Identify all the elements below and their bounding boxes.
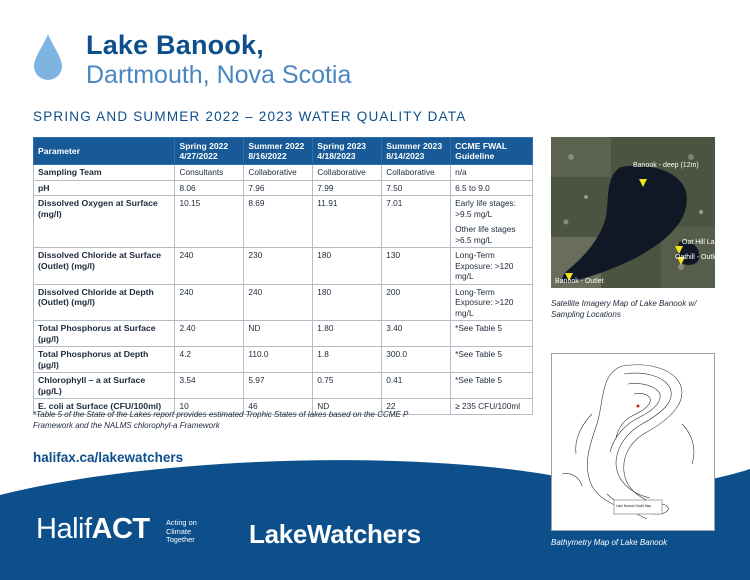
header-spring-2023: Spring 2023 4/18/2023 xyxy=(313,138,382,165)
label-banook-deep: Banook - deep (12m) xyxy=(633,162,699,169)
label-oat-hill-lake: Oat Hill Lak xyxy=(682,239,719,246)
header-ccme-guideline: CCME FWAL Guideline xyxy=(451,138,533,165)
value-cell: 130 xyxy=(382,248,451,285)
label-oathill-outlet: Oathill - Outlet xyxy=(675,254,720,261)
value-cell: 7.01 xyxy=(382,196,451,248)
value-cell: ND xyxy=(244,321,313,347)
halifact-logo xyxy=(36,513,150,546)
table-row xyxy=(34,180,533,196)
value-cell: 3.54 xyxy=(175,373,244,399)
bathymetry-map-caption: Bathymetry Map of Lake Banook xyxy=(551,538,668,547)
table-row xyxy=(34,165,533,181)
table-row xyxy=(34,248,533,285)
value-cell: 11.91 xyxy=(313,196,382,248)
table-footnote: *Table 5 of the State of the Lakes report provides estimated Trophic States of lakes based on the CCME P Framework and the NALMS chlorophyl-a Framework xyxy=(33,410,409,430)
bathymetry-inset-title: Lake Banook Depth Map xyxy=(616,504,652,508)
value-cell: 7.50 xyxy=(382,180,451,196)
website-link[interactable]: halifax.ca/lakewatchers xyxy=(33,450,184,465)
table-header-row xyxy=(34,138,533,165)
guideline-cell xyxy=(451,196,533,248)
guideline-cell: 6.5 to 9.0 xyxy=(451,180,533,196)
value-cell: Collaborative xyxy=(313,165,382,181)
table-row xyxy=(34,284,533,321)
value-cell: Consultants xyxy=(175,165,244,181)
param-cell: Chlorophyll – a at Surface (µg/L) xyxy=(34,373,175,399)
param-cell: E. coli at Surface (CFU/100ml) xyxy=(34,399,175,415)
guideline-cell: *See Table 5 xyxy=(451,321,533,347)
value-cell: 240 xyxy=(175,248,244,285)
value-cell: 5.97 xyxy=(244,373,313,399)
value-cell: Collaborative xyxy=(244,165,313,181)
value-cell: 1.8 xyxy=(313,347,382,373)
value-cell: Collaborative xyxy=(382,165,451,181)
value-cell: 110.0 xyxy=(244,347,313,373)
header-summer-2022: Summer 2022 8/16/2022 xyxy=(244,138,313,165)
page-location: Dartmouth, Nova Scotia xyxy=(86,61,352,89)
param-cell: Total Phosphorus at Depth (µg/l) xyxy=(34,347,175,373)
value-cell: 2.40 xyxy=(175,321,244,347)
param-cell: Total Phosphorus at Surface (µg/l) xyxy=(34,321,175,347)
param-cell: pH xyxy=(34,180,175,196)
value-cell: 7.99 xyxy=(313,180,382,196)
value-cell: 240 xyxy=(244,284,313,321)
bathymetry-map-image xyxy=(552,354,714,530)
value-cell: 4.2 xyxy=(175,347,244,373)
tagline-line: Climate xyxy=(166,526,192,536)
guideline-cell: n/a xyxy=(451,165,533,181)
halifact-logo-bold: ACT xyxy=(91,513,150,545)
value-cell: 3.40 xyxy=(382,321,451,347)
value-cell: 240 xyxy=(175,284,244,321)
value-cell: 1.80 xyxy=(313,321,382,347)
value-cell: 180 xyxy=(313,284,382,321)
table-row xyxy=(34,347,533,373)
value-cell: 0.41 xyxy=(382,373,451,399)
tagline-line: Together xyxy=(166,535,195,544)
water-quality-table xyxy=(33,137,533,415)
water-drop-icon xyxy=(33,33,63,81)
value-cell: 10 xyxy=(175,399,244,415)
value-cell: 10.15 xyxy=(175,196,244,248)
value-cell: 300.0 xyxy=(382,347,451,373)
value-cell: 230 xyxy=(244,248,313,285)
param-cell: Dissolved Chloride at Surface (Outlet) (mg/l) xyxy=(34,248,175,285)
label-banook-outlet: Banook - Outlet xyxy=(555,278,604,285)
header-parameter: Parameter xyxy=(34,138,175,165)
section-subtitle: SPRING AND SUMMER 2022 – 2023 WATER QUALITY DATA xyxy=(33,109,467,124)
page-title: Lake Banook, xyxy=(86,30,264,60)
table-row xyxy=(34,373,533,399)
tagline-line: Acting on xyxy=(166,518,197,527)
value-cell: 22 xyxy=(382,399,451,415)
guideline-cell: *See Table 5 xyxy=(451,347,533,373)
table-row xyxy=(34,196,533,248)
value-cell: ND xyxy=(313,399,382,415)
table-row xyxy=(34,321,533,347)
guideline-early-life: Early life stages: >9.5 mg/L xyxy=(455,198,517,219)
value-cell: 180 xyxy=(313,248,382,285)
param-cell: Sampling Team xyxy=(34,165,175,181)
param-cell: Dissolved Chloride at Depth (Outlet) (mg/l) xyxy=(34,284,175,321)
halifact-tagline xyxy=(166,519,218,545)
guideline-cell: Long-Term Exposure: >120 mg/L xyxy=(451,248,533,285)
satellite-map-image xyxy=(551,137,720,288)
header-summer-2023: Summer 2023 8/14/2023 xyxy=(382,138,451,165)
param-cell: Dissolved Oxygen at Surface (mg/l) xyxy=(34,196,175,248)
guideline-cell: *See Table 5 xyxy=(451,373,533,399)
satellite-map xyxy=(551,137,720,288)
value-cell: 8.06 xyxy=(175,180,244,196)
satellite-map-caption: Satellite Imagery Map of Lake Banook w/ Sampling Locations xyxy=(551,299,697,319)
header-spring-2022: Spring 2022 4/27/2022 xyxy=(175,138,244,165)
value-cell: 200 xyxy=(382,284,451,321)
value-cell: 8.69 xyxy=(244,196,313,248)
halifact-logo-thin: Halif xyxy=(36,513,92,545)
value-cell: 7.96 xyxy=(244,180,313,196)
value-cell: 0.75 xyxy=(313,373,382,399)
guideline-cell: ≥ 235 CFU/100ml xyxy=(451,399,533,415)
bathymetry-map xyxy=(551,353,715,531)
guideline-cell: Long-Term Exposure: >120 mg/L xyxy=(451,284,533,321)
guideline-other-life: Other life stages >6.5 mg/L xyxy=(455,224,516,245)
value-cell: 46 xyxy=(244,399,313,415)
lakewatchers-logo: LakeWatchers xyxy=(249,519,421,549)
